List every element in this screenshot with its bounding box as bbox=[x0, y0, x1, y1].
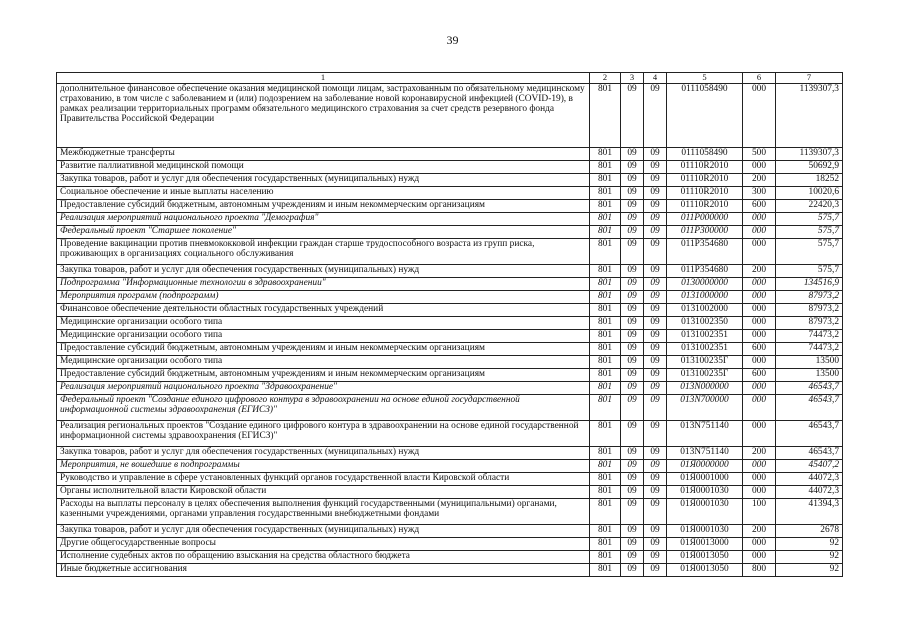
section-code: 09 bbox=[621, 460, 644, 473]
target-article-code: 01Я0000000 bbox=[667, 460, 743, 473]
row-name: Межбюджетные трансферты bbox=[57, 148, 590, 161]
subsection-code: 09 bbox=[644, 421, 667, 447]
subsection-code: 09 bbox=[644, 304, 667, 317]
expense-type-code: 000 bbox=[743, 317, 776, 330]
subsection-code: 09 bbox=[644, 161, 667, 174]
section-code: 09 bbox=[621, 525, 644, 538]
expense-type-code: 200 bbox=[743, 174, 776, 187]
amount: 92 bbox=[776, 538, 843, 551]
amount: 575,7 bbox=[776, 226, 843, 239]
ministry-code: 801 bbox=[590, 538, 621, 551]
target-article-code: 013N751140 bbox=[667, 421, 743, 447]
expense-type-code: 300 bbox=[743, 187, 776, 200]
section-code: 09 bbox=[621, 564, 644, 577]
table-row bbox=[57, 265, 843, 278]
row-name: Реализация региональных проектов "Создание единого цифрового контура в здравоохранении на основе единой государственной информационной системы здравоохранения (ЕГИСЗ)" bbox=[57, 421, 590, 447]
target-article-code: 0131002351 bbox=[667, 343, 743, 356]
amount: 41394,3 bbox=[776, 499, 843, 525]
row-name: Предоставление субсидий бюджетным, автономным учреждениям и иным некоммерческим организациям bbox=[57, 343, 590, 356]
ministry-code: 801 bbox=[590, 265, 621, 278]
table-row bbox=[57, 551, 843, 564]
expense-type-code: 000 bbox=[743, 330, 776, 343]
section-code: 09 bbox=[621, 200, 644, 213]
expense-type-code: 000 bbox=[743, 460, 776, 473]
column-header: 3 bbox=[621, 73, 644, 84]
ministry-code: 801 bbox=[590, 460, 621, 473]
table-row bbox=[57, 304, 843, 317]
subsection-code: 09 bbox=[644, 564, 667, 577]
section-code: 09 bbox=[621, 356, 644, 369]
amount: 87973,2 bbox=[776, 304, 843, 317]
expense-type-code: 000 bbox=[743, 486, 776, 499]
column-header: 2 bbox=[590, 73, 621, 84]
target-article-code: 013N751140 bbox=[667, 447, 743, 460]
budget-table bbox=[56, 72, 843, 577]
ministry-code: 801 bbox=[590, 148, 621, 161]
target-article-code: 0130000000 bbox=[667, 278, 743, 291]
section-code: 09 bbox=[621, 421, 644, 447]
ministry-code: 801 bbox=[590, 278, 621, 291]
expense-type-code: 600 bbox=[743, 200, 776, 213]
table-row bbox=[57, 161, 843, 174]
ministry-code: 801 bbox=[590, 213, 621, 226]
table-row bbox=[57, 538, 843, 551]
table-row bbox=[57, 564, 843, 577]
table-row bbox=[57, 356, 843, 369]
row-name: Финансовое обеспечение деятельности областных государственных учреждений bbox=[57, 304, 590, 317]
section-code: 09 bbox=[621, 148, 644, 161]
amount: 575,7 bbox=[776, 213, 843, 226]
section-code: 09 bbox=[621, 551, 644, 564]
amount: 13500 bbox=[776, 369, 843, 382]
expense-type-code: 600 bbox=[743, 369, 776, 382]
target-article-code: 01Я0013000 bbox=[667, 538, 743, 551]
amount: 92 bbox=[776, 564, 843, 577]
row-name: Расходы на выплаты персоналу в целях обеспечения выполнения функций государственными (муниципальными) органами, казенными учреждениями, органами управления государственными внебюджетными фондами bbox=[57, 499, 590, 525]
subsection-code: 09 bbox=[644, 330, 667, 343]
column-header-row bbox=[57, 73, 843, 84]
row-name: Закупка товаров, работ и услуг для обеспечения государственных (муниципальных) нужд bbox=[57, 174, 590, 187]
table-row bbox=[57, 395, 843, 421]
section-code: 09 bbox=[621, 213, 644, 226]
target-article-code: 0131000000 bbox=[667, 291, 743, 304]
table-row bbox=[57, 447, 843, 460]
amount: 87973,2 bbox=[776, 317, 843, 330]
ministry-code: 801 bbox=[590, 226, 621, 239]
expense-type-code: 000 bbox=[743, 84, 776, 148]
target-article-code: 01Я0001000 bbox=[667, 473, 743, 486]
table-row bbox=[57, 213, 843, 226]
target-article-code: 011P300000 bbox=[667, 226, 743, 239]
amount: 575,7 bbox=[776, 265, 843, 278]
target-article-code: 013N700000 bbox=[667, 395, 743, 421]
subsection-code: 09 bbox=[644, 382, 667, 395]
target-article-code: 01110R2010 bbox=[667, 174, 743, 187]
ministry-code: 801 bbox=[590, 564, 621, 577]
amount: 575,7 bbox=[776, 239, 843, 265]
ministry-code: 801 bbox=[590, 84, 621, 148]
row-name: Другие общегосударственные вопросы bbox=[57, 538, 590, 551]
amount: 18252 bbox=[776, 174, 843, 187]
subsection-code: 09 bbox=[644, 473, 667, 486]
target-article-code: 01Я0001030 bbox=[667, 486, 743, 499]
amount: 45407,2 bbox=[776, 460, 843, 473]
expense-type-code: 000 bbox=[743, 421, 776, 447]
target-article-code: 0111058490 bbox=[667, 84, 743, 148]
section-code: 09 bbox=[621, 382, 644, 395]
subsection-code: 09 bbox=[644, 187, 667, 200]
column-header: 5 bbox=[667, 73, 743, 84]
table-row bbox=[57, 291, 843, 304]
subsection-code: 09 bbox=[644, 356, 667, 369]
section-code: 09 bbox=[621, 174, 644, 187]
subsection-code: 09 bbox=[644, 538, 667, 551]
subsection-code: 09 bbox=[644, 460, 667, 473]
row-name: Медицинские организации особого типа bbox=[57, 317, 590, 330]
section-code: 09 bbox=[621, 317, 644, 330]
section-code: 09 bbox=[621, 291, 644, 304]
page-number: 39 bbox=[446, 33, 459, 47]
amount: 2678 bbox=[776, 525, 843, 538]
section-code: 09 bbox=[621, 304, 644, 317]
subsection-code: 09 bbox=[644, 369, 667, 382]
ministry-code: 801 bbox=[590, 421, 621, 447]
target-article-code: 0131002350 bbox=[667, 317, 743, 330]
table-row bbox=[57, 317, 843, 330]
amount: 1139307,3 bbox=[776, 84, 843, 148]
expense-type-code: 000 bbox=[743, 473, 776, 486]
target-article-code: 013N000000 bbox=[667, 382, 743, 395]
expense-type-code: 000 bbox=[743, 161, 776, 174]
section-code: 09 bbox=[621, 278, 644, 291]
subsection-code: 09 bbox=[644, 148, 667, 161]
expense-type-code: 000 bbox=[743, 382, 776, 395]
table-row bbox=[57, 239, 843, 265]
ministry-code: 801 bbox=[590, 304, 621, 317]
row-name: Предоставление субсидий бюджетным, автономным учреждениям и иным некоммерческим организациям bbox=[57, 369, 590, 382]
target-article-code: 01Я0001030 bbox=[667, 499, 743, 525]
subsection-code: 09 bbox=[644, 447, 667, 460]
ministry-code: 801 bbox=[590, 486, 621, 499]
row-name: Предоставление субсидий бюджетным, автономным учреждениям и иным некоммерческим организациям bbox=[57, 200, 590, 213]
target-article-code: 013100235Г bbox=[667, 356, 743, 369]
table-row bbox=[57, 84, 843, 148]
column-header: 1 bbox=[57, 73, 590, 84]
row-name: Закупка товаров, работ и услуг для обеспечения государственных (муниципальных) нужд bbox=[57, 265, 590, 278]
subsection-code: 09 bbox=[644, 200, 667, 213]
table-row bbox=[57, 174, 843, 187]
amount: 46543,7 bbox=[776, 382, 843, 395]
target-article-code: 0111058490 bbox=[667, 148, 743, 161]
target-article-code: 01Я0001030 bbox=[667, 525, 743, 538]
row-name: Закупка товаров, работ и услуг для обеспечения государственных (муниципальных) нужд bbox=[57, 525, 590, 538]
amount: 10020,6 bbox=[776, 187, 843, 200]
table-row bbox=[57, 187, 843, 200]
table-row bbox=[57, 473, 843, 486]
section-code: 09 bbox=[621, 447, 644, 460]
ministry-code: 801 bbox=[590, 343, 621, 356]
section-code: 09 bbox=[621, 239, 644, 265]
amount: 46543,7 bbox=[776, 447, 843, 460]
expense-type-code: 000 bbox=[743, 226, 776, 239]
subsection-code: 09 bbox=[644, 278, 667, 291]
section-code: 09 bbox=[621, 265, 644, 278]
subsection-code: 09 bbox=[644, 291, 667, 304]
ministry-code: 801 bbox=[590, 356, 621, 369]
ministry-code: 801 bbox=[590, 551, 621, 564]
subsection-code: 09 bbox=[644, 174, 667, 187]
column-header: 7 bbox=[776, 73, 843, 84]
ministry-code: 801 bbox=[590, 200, 621, 213]
amount: 50692,9 bbox=[776, 161, 843, 174]
expense-type-code: 000 bbox=[743, 291, 776, 304]
ministry-code: 801 bbox=[590, 525, 621, 538]
row-name: Реализация мероприятий национального проекта "Здравоохранение" bbox=[57, 382, 590, 395]
subsection-code: 09 bbox=[644, 551, 667, 564]
amount: 92 bbox=[776, 551, 843, 564]
section-code: 09 bbox=[621, 486, 644, 499]
amount: 1139307,3 bbox=[776, 148, 843, 161]
expense-type-code: 000 bbox=[743, 356, 776, 369]
row-name: Органы исполнительной власти Кировской области bbox=[57, 486, 590, 499]
expense-type-code: 000 bbox=[743, 278, 776, 291]
ministry-code: 801 bbox=[590, 473, 621, 486]
expense-type-code: 000 bbox=[743, 213, 776, 226]
expense-type-code: 100 bbox=[743, 499, 776, 525]
ministry-code: 801 bbox=[590, 499, 621, 525]
ministry-code: 801 bbox=[590, 382, 621, 395]
amount: 22420,3 bbox=[776, 200, 843, 213]
table-row bbox=[57, 200, 843, 213]
section-code: 09 bbox=[621, 369, 644, 382]
expense-type-code: 200 bbox=[743, 265, 776, 278]
row-name: Мероприятия, не вошедшие в подпрограммы bbox=[57, 460, 590, 473]
expense-type-code: 800 bbox=[743, 564, 776, 577]
table-row bbox=[57, 343, 843, 356]
table-row bbox=[57, 330, 843, 343]
target-article-code: 011P000000 bbox=[667, 213, 743, 226]
subsection-code: 09 bbox=[644, 499, 667, 525]
ministry-code: 801 bbox=[590, 161, 621, 174]
row-name: Исполнение судебных актов по обращению взыскания на средства областного бюджета bbox=[57, 551, 590, 564]
target-article-code: 011P354680 bbox=[667, 265, 743, 278]
target-article-code: 01110R2010 bbox=[667, 200, 743, 213]
target-article-code: 01110R2010 bbox=[667, 187, 743, 200]
subsection-code: 09 bbox=[644, 343, 667, 356]
ministry-code: 801 bbox=[590, 187, 621, 200]
row-name: Медицинские организации особого типа bbox=[57, 330, 590, 343]
table-row bbox=[57, 369, 843, 382]
subsection-code: 09 bbox=[644, 525, 667, 538]
table-row bbox=[57, 499, 843, 525]
subsection-code: 09 bbox=[644, 486, 667, 499]
target-article-code: 013100235Г bbox=[667, 369, 743, 382]
row-name: Федеральный проект "Старшее поколение" bbox=[57, 226, 590, 239]
ministry-code: 801 bbox=[590, 369, 621, 382]
row-name: Подпрограмма "Информационные технологии в здравоохранении" bbox=[57, 278, 590, 291]
section-code: 09 bbox=[621, 473, 644, 486]
expense-type-code: 000 bbox=[743, 304, 776, 317]
section-code: 09 bbox=[621, 538, 644, 551]
ministry-code: 801 bbox=[590, 317, 621, 330]
row-name: Федеральный проект "Создание единого цифрового контура в здравоохранении на основе единой государственной информационной системы здравоохранения (ЕГИСЗ)" bbox=[57, 395, 590, 421]
amount: 44072,3 bbox=[776, 486, 843, 499]
row-name: Закупка товаров, работ и услуг для обеспечения государственных (муниципальных) нужд bbox=[57, 447, 590, 460]
expense-type-code: 000 bbox=[743, 551, 776, 564]
row-name: Развитие паллиативной медицинской помощи bbox=[57, 161, 590, 174]
table-row bbox=[57, 382, 843, 395]
ministry-code: 801 bbox=[590, 291, 621, 304]
amount: 134516,9 bbox=[776, 278, 843, 291]
table-row bbox=[57, 148, 843, 161]
amount: 44072,3 bbox=[776, 473, 843, 486]
target-article-code: 0131002351 bbox=[667, 330, 743, 343]
expense-type-code: 200 bbox=[743, 447, 776, 460]
table-row bbox=[57, 226, 843, 239]
subsection-code: 09 bbox=[644, 239, 667, 265]
amount: 46543,7 bbox=[776, 395, 843, 421]
expense-type-code: 000 bbox=[743, 239, 776, 265]
amount: 46543,7 bbox=[776, 421, 843, 447]
section-code: 09 bbox=[621, 161, 644, 174]
section-code: 09 bbox=[621, 330, 644, 343]
section-code: 09 bbox=[621, 187, 644, 200]
ministry-code: 801 bbox=[590, 395, 621, 421]
amount: 87973,2 bbox=[776, 291, 843, 304]
target-article-code: 011P354680 bbox=[667, 239, 743, 265]
table-row bbox=[57, 525, 843, 538]
section-code: 09 bbox=[621, 226, 644, 239]
row-name: Руководство и управление в сфере установленных функций органов государственной власти Кировской области bbox=[57, 473, 590, 486]
subsection-code: 09 bbox=[644, 213, 667, 226]
section-code: 09 bbox=[621, 84, 644, 148]
target-article-code: 01Я0013050 bbox=[667, 551, 743, 564]
ministry-code: 801 bbox=[590, 447, 621, 460]
ministry-code: 801 bbox=[590, 239, 621, 265]
row-name: Иные бюджетные ассигнования bbox=[57, 564, 590, 577]
amount: 74473,2 bbox=[776, 343, 843, 356]
expense-type-code: 000 bbox=[743, 538, 776, 551]
amount: 74473,2 bbox=[776, 330, 843, 343]
ministry-code: 801 bbox=[590, 174, 621, 187]
table-row bbox=[57, 486, 843, 499]
target-article-code: 0131002000 bbox=[667, 304, 743, 317]
table-row bbox=[57, 421, 843, 447]
target-article-code: 01110R2010 bbox=[667, 161, 743, 174]
subsection-code: 09 bbox=[644, 395, 667, 421]
row-name: дополнительное финансовое обеспечение оказания медицинской помощи лицам, застрахованным по обязательному медицинскому страхованию, в том числе с заболеванием и (или) подозрением на заболевание новой коронавирусной инфекцией (COVID-19), в рамках реализации территориальных программ обязательного медицинского страхования за счет средств резервного фонда Правительства Российской Федерации bbox=[57, 84, 590, 148]
subsection-code: 09 bbox=[644, 265, 667, 278]
column-header: 6 bbox=[743, 73, 776, 84]
row-name: Социальное обеспечение и иные выплаты населению bbox=[57, 187, 590, 200]
target-article-code: 01Я0013050 bbox=[667, 564, 743, 577]
row-name: Проведение вакцинации против пневмококковой инфекции граждан старше трудоспособного возраста из групп риска, проживающих в организациях социального обслуживания bbox=[57, 239, 590, 265]
expense-type-code: 200 bbox=[743, 525, 776, 538]
column-header: 4 bbox=[644, 73, 667, 84]
row-name: Реализация мероприятий национального проекта "Демография" bbox=[57, 213, 590, 226]
expense-type-code: 600 bbox=[743, 343, 776, 356]
subsection-code: 09 bbox=[644, 317, 667, 330]
section-code: 09 bbox=[621, 395, 644, 421]
row-name: Медицинские организации особого типа bbox=[57, 356, 590, 369]
section-code: 09 bbox=[621, 499, 644, 525]
row-name: Мероприятия программ (подпрограмм) bbox=[57, 291, 590, 304]
ministry-code: 801 bbox=[590, 330, 621, 343]
subsection-code: 09 bbox=[644, 84, 667, 148]
amount: 13500 bbox=[776, 356, 843, 369]
expense-type-code: 500 bbox=[743, 148, 776, 161]
table-row bbox=[57, 278, 843, 291]
subsection-code: 09 bbox=[644, 226, 667, 239]
table-row bbox=[57, 460, 843, 473]
section-code: 09 bbox=[621, 343, 644, 356]
expense-type-code: 000 bbox=[743, 395, 776, 421]
